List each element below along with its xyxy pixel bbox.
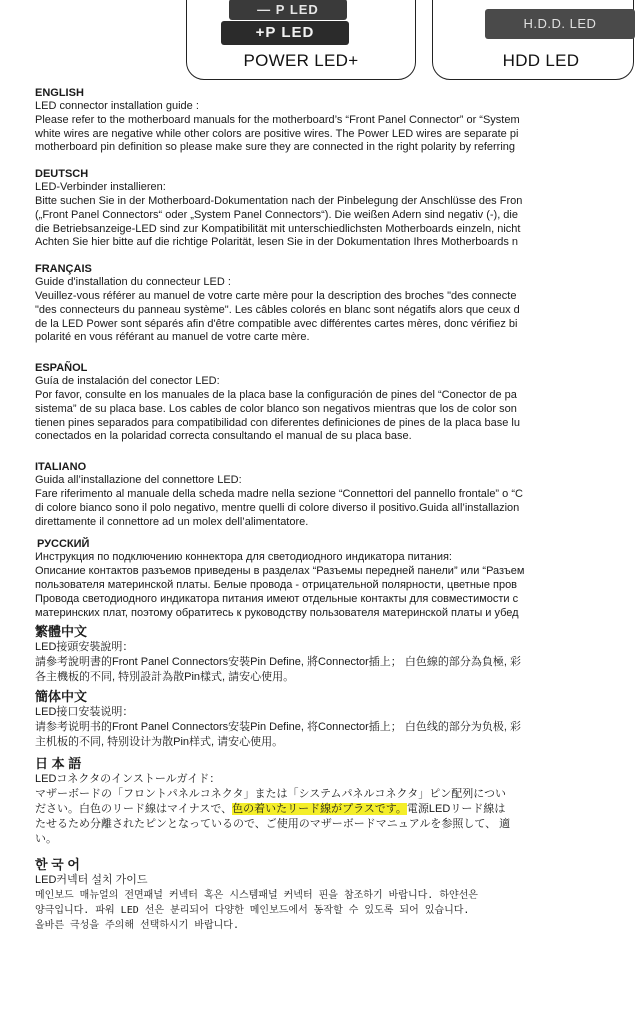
section-line: LEDコネクタのインストールガイド： xyxy=(35,773,221,786)
section-line: "des connecteurs du panneau système". Les câbles colorés en blanc sont négatifs alors que ceux d xyxy=(35,303,520,316)
section-line: пользователя материнской платы. Белые провода - отрицательной полярности, цветные пров xyxy=(35,578,518,591)
section-line: Achten Sie hier bitte auf die richtige Polarität, lesen Sie in der Dokumentation Ihres Motherboards n xyxy=(35,236,519,249)
section-espanol xyxy=(35,361,595,444)
section-line: di colore bianco sono il polo negativo, mentre quelli di colore diverso il positivo.Guida all’installazion xyxy=(35,501,520,514)
section-line: sistema” de su placa base. Los cables de color blanco son negativos mientras que los de color son xyxy=(35,402,517,415)
section-line: white wires are negative while other colors are positive wires. The Power LED wires are separate pi xyxy=(35,127,519,140)
section-italiano xyxy=(35,460,595,529)
p-led-negative-connector: — P LED xyxy=(229,0,347,20)
section-line: Please refer to the motherboard manuals for the motherboard’s “Front Panel Connector” or “System xyxy=(35,113,520,126)
section-line: 请参考说明书的Front Panel Connectors安装Pin Define, 将Connector插上； 白色线的部分为负极, 彩 xyxy=(35,721,521,734)
section-line: tienen pines separados para compatibilidad con diferentes definiciones de pines de la placa base lu xyxy=(35,416,520,429)
section-line: Провода светодиодного индикатора питания имеют отдельные контакты для совместимости с xyxy=(35,592,519,605)
power-led-caption: POWER LED+ xyxy=(243,51,359,70)
section-traditional-chinese xyxy=(35,624,595,685)
section-line: материнских плат, поэтому обратитесь к руководству пользователя материнской платы и убед xyxy=(35,606,519,619)
section-line: Veuillez-vous référer au manuel de votre carte mère pour la description des broches "des connecte xyxy=(35,289,517,302)
section-korean xyxy=(35,857,595,933)
section-line: LED接口安装说明： xyxy=(35,706,134,719)
section-heading: DEUTSCH xyxy=(35,168,89,181)
section-line: 主机板的不同, 特别设计为散Pin样式, 请安心使用。 xyxy=(35,736,284,749)
section-english xyxy=(35,86,595,155)
section-line: Инструкция по подключению коннектора для светодиодного индикатора питания: xyxy=(35,551,452,564)
section-simplified-chinese xyxy=(35,689,595,750)
section-heading: ENGLISH xyxy=(35,87,84,99)
section-line: („Front Panel Connectors“ oder „System Panel Connectors“). Die weißen Adern sind negativ (-), die xyxy=(35,208,518,221)
section-line: motherboard pin definition so please make sure they are connected in the right polarity by referring xyxy=(35,141,515,154)
section-line: Guida all’installazione del connettore LED: xyxy=(35,474,242,487)
section-heading: 繁體中文 xyxy=(35,624,88,640)
section-line: Guide d'installation du connecteur LED : xyxy=(35,276,231,289)
section-line: Bitte suchen Sie in der Motherboard-Dokumentation nach der Pinbelegung der Anschlüsse des Fron xyxy=(35,194,523,207)
section-line: de la LED Power sont séparés afin d'être compatible avec différentes cartes mères, donc vérifiez bi xyxy=(35,317,518,330)
section-heading: РУССКИЙ xyxy=(37,538,90,551)
section-heading: FRANÇAIS xyxy=(35,263,92,276)
section-line: 請參考說明書的Front Panel Connectors安裝Pin Define, 將Connector插上； 白色線的部分為負極, 彩 xyxy=(35,656,521,669)
section-line: 올바른 극성을 주의해 선택하시기 바랍니다. xyxy=(35,920,239,932)
hdd-led-caption: HDD LED xyxy=(502,51,580,70)
section-line: LED connector installation guide : xyxy=(35,100,199,112)
section-deutsch xyxy=(35,167,595,250)
section-line: Guía de instalación del conector LED: xyxy=(35,375,220,388)
hdd-led-connector: H.D.D. LED xyxy=(485,9,635,39)
section-line-highlighted: ださい。白色のリード線はマイナスで、色の着いたリード線がプラスです。電源LEDリード線は xyxy=(35,803,506,816)
section-line: Por favor, consulte en los manuales de la placa base la configuración de pines del “Conector de pa xyxy=(35,388,517,401)
section-japanese xyxy=(35,756,595,847)
section-line: 메인보드 매뉴얼의 전면패널 커넥터 혹은 시스템패널 커넥터 핀을 참조하기 바랍니다. 하얀선은 xyxy=(35,890,478,902)
section-line: い。 xyxy=(35,833,57,846)
section-heading: 日 本 語 xyxy=(35,756,82,772)
section-line: Fare riferimento al manuale della scheda madre nella sezione “Connettori del pannello frontale” o “C xyxy=(35,487,523,500)
section-line: 양극입니다. 파워 LED 선은 분리되어 다양한 메인보드에서 동작할 수 있도록 되어 있습니다. xyxy=(35,905,470,917)
section-line: LED接頭安裝說明： xyxy=(35,641,134,654)
section-line: Описание контактов разъемов приведены в разделах “Разъемы передней панели” или “Разъем xyxy=(35,565,525,578)
section-heading: ITALIANO xyxy=(35,461,87,474)
section-line: polarité en vous référant au manuel de votre carte mère. xyxy=(35,331,310,344)
section-line: LED-Verbinder installieren: xyxy=(35,181,166,194)
installation-guide-text xyxy=(35,78,595,933)
section-francais xyxy=(35,262,595,345)
section-line: die Betriebsanzeige-LED sind zur Kompatibilität mit unterschiedlichsten Motherboards einzeln, nicht xyxy=(35,222,521,235)
section-line: direttamente il connettore ad un molex dell’alimentatore. xyxy=(35,515,309,528)
power-led-connector-illustration xyxy=(186,0,416,80)
section-heading: 簡体中文 xyxy=(35,689,88,705)
hdd-led-connector-illustration xyxy=(432,0,634,80)
p-led-positive-connector: +P LED xyxy=(221,21,349,45)
section-heading: ESPAÑOL xyxy=(35,362,88,375)
section-line: LED커넥터 설치 가이드 xyxy=(35,874,148,887)
section-line: 各主機板的不同, 特別設計為散Pin樣式, 請安心使用。 xyxy=(35,671,295,684)
section-line: たせるため分離されたピンとなっているので、ご使用のマザーボードマニュアルを参照して、 適 xyxy=(35,818,511,831)
section-russian xyxy=(35,537,595,620)
section-line: マザーボードの「フロントパネルコネクタ」または「システムパネルコネクタ」ピン配列につい xyxy=(35,788,507,801)
section-heading: 한 국 어 xyxy=(35,857,80,873)
section-line: conectados en la polaridad correcta consultando el manual de su placa base. xyxy=(35,430,412,443)
highlighted-text: 色の着いたリード線がプラスです。 xyxy=(232,803,407,816)
